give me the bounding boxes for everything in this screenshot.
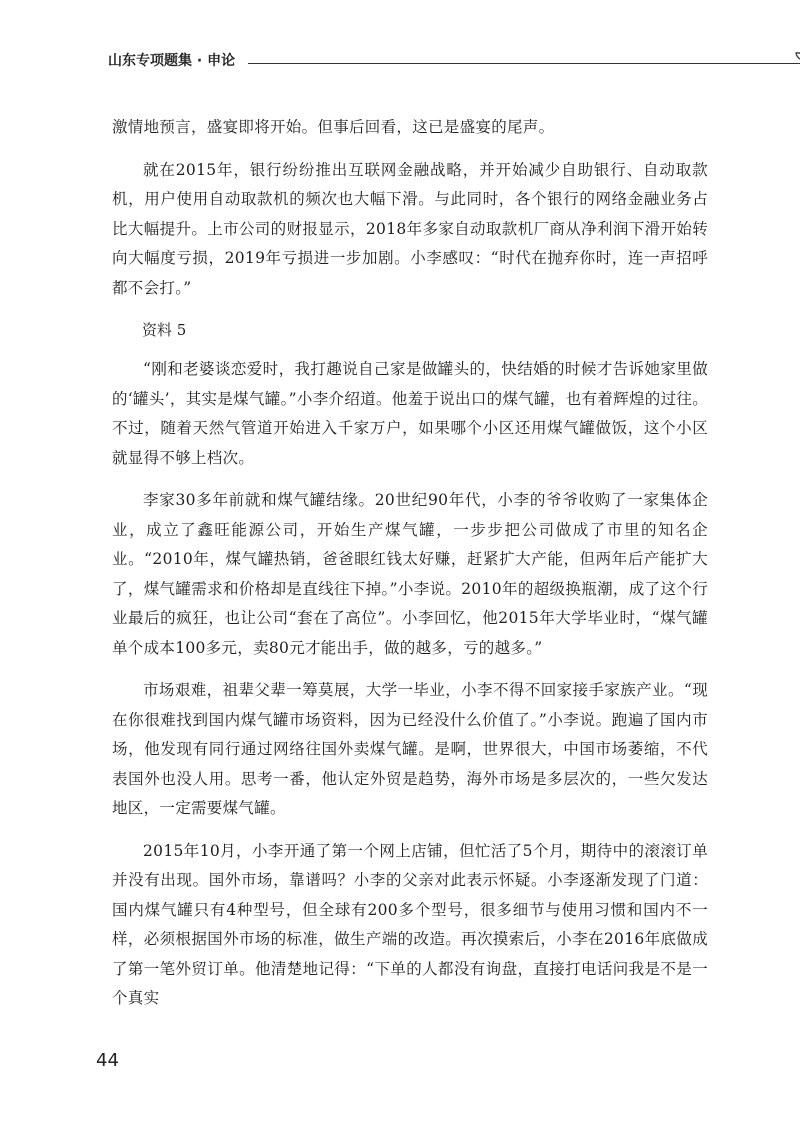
header-rule	[248, 63, 800, 64]
paragraph-online-store: 2015年10月，小李开通了第一个网上店铺，但忙活了5个月，期待中的滚滚订单并没有出现。国外市场，靠谱吗？小李的父亲对此表示怀疑。小李逐渐发现了门道：国内煤气罐只有4种型号，但全球有200多个型号，很多细节与使用习惯和国内不一样，必须根据国外市场的标准，做生产端的改造。再次摸索后，小李在2016年底做成了第一笔外贸订单。他清楚地记得：“下单的人都没有询盘，直接打电话问我是不是一个真实	[112, 841, 708, 1007]
header-title: 山东专项题集 · 申论	[108, 53, 236, 69]
paragraph-gas-tank-intro: “刚和老婆谈恋爱时，我打趣说自己家是做罐头的，快结婚的时候才告诉她家里做的‘罐头’，其实是煤气罐。”小李介绍道。他羞于说出口的煤气罐，也有着辉煌的过往。不过，随着天然气管道开始进入千家万户，如果哪个小区还用煤气罐做饭，这个小区就显得不够上档次。	[112, 360, 708, 467]
section-label: 资料 5	[142, 321, 187, 339]
sprout-icon	[794, 50, 800, 74]
paragraph-family-history: 李家30多年前就和煤气罐结缘。20世纪90年代，小李的爷爷收购了一家集体企业，成立了鑫旺能源公司，开始生产煤气罐，一步步把公司做成了市里的知名企业。“2010年，煤气罐热销，爸爸眼红钱太好赚，赶紧扩大产能，但两年后产能扩大了，煤气罐需求和价格却是直线往下掉。”小李说。2010年的超级换瓶潮，成了这个行业最后的疯狂，也让公司“套在了高位”。小李回忆，他2015年大学毕业时，“煤气罐单个成本100多元，卖80元才能出手，做的越多，亏的越多。”	[112, 491, 708, 657]
running-header	[108, 50, 720, 74]
page-number: 44	[96, 1050, 119, 1071]
page-body	[112, 113, 708, 1027]
paragraph-atm-decline: 就在2015年，银行纷纷推出互联网金融战略，并开始减少自助银行、自动取款机，用户使用自动取款机的频次也大幅下滑。与此同时，各个银行的网络金融业务占比大幅提升。上市公司的财报显示，2018年多家自动取款机厂商从净利润下滑开始转向大幅度亏损，2019年亏损进一步加剧。小李感叹：“时代在抛弃你时，连一声招呼都不会打。”	[112, 160, 708, 297]
paragraph-market-shift: 市场艰难，祖辈父辈一筹莫展，大学一毕业，小李不得不回家接手家族产业。“现在你很难找到国内煤气罐市场资料，因为已经没什么价值了。”小李说。跑遍了国内市场，他发现有同行通过网络往国外卖煤气罐。是啊，世界很大，中国市场萎缩，不代表国外也没人用。思考一番，他认定外贸是趋势，海外市场是多层次的，一些欠发达地区，一定需要煤气罐。	[112, 681, 708, 817]
paragraph-continuation: 激情地预言，盛宴即将开始。但事后回看，这已是盛宴的尾声。	[112, 118, 555, 136]
